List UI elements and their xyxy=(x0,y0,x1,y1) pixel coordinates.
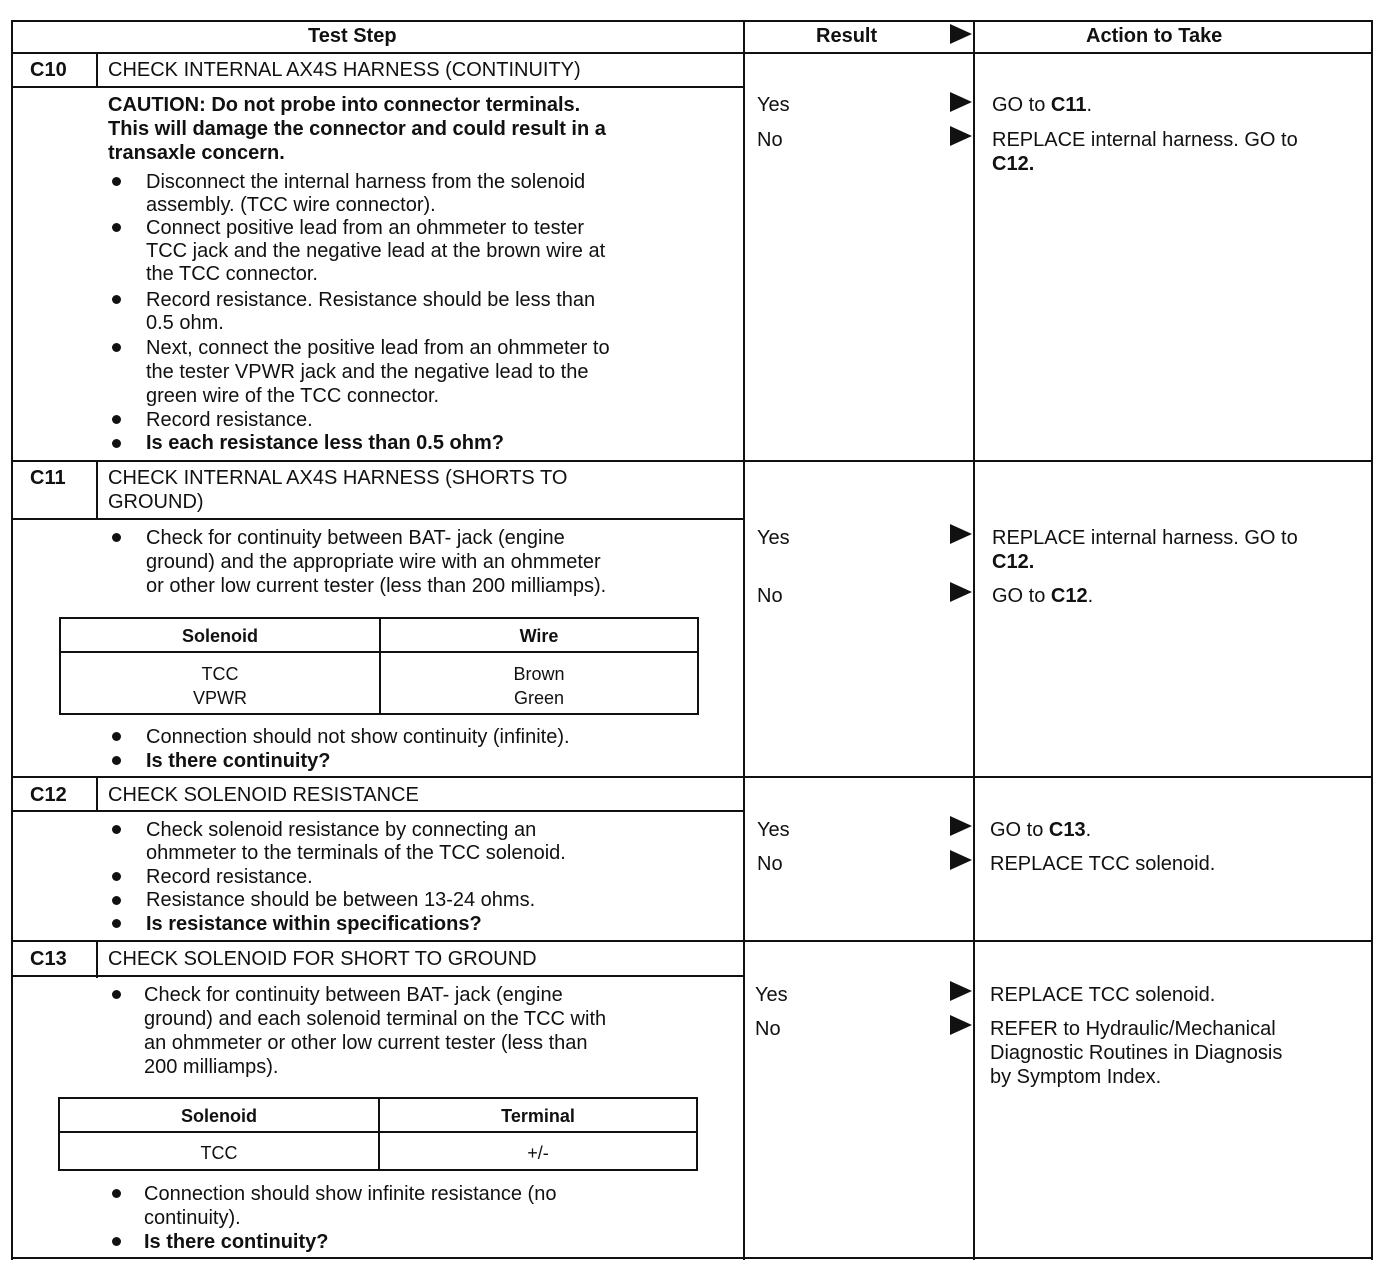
wire-table-cell: VPWR xyxy=(193,688,247,708)
action-prefix: GO to xyxy=(992,94,1051,116)
c11-result-no: No xyxy=(757,585,783,607)
c10-action-no-line-1: REPLACE internal harness. GO to xyxy=(992,129,1298,151)
c12-question: Is resistance within specifications? xyxy=(146,913,482,935)
right-triangle-arrow-icon xyxy=(950,92,972,112)
action-prefix: GO to xyxy=(990,819,1049,841)
c12-id-box-right xyxy=(96,776,98,812)
c13-bullet-2-line-1: Connection should show infinite resistance (no xyxy=(144,1183,557,1205)
header-action: Action to Take xyxy=(1086,25,1223,47)
c13-id-box-bottom xyxy=(11,975,744,977)
action-suffix: . xyxy=(1028,153,1035,175)
c12-bullet-1-line-1: Check solenoid resistance by connecting an xyxy=(146,819,537,841)
c11-bullet-2: Connection should not show continuity (infinite). xyxy=(146,726,570,748)
bullet-dot-icon xyxy=(112,295,121,304)
c11-bullet-1-line-3: or other low current tester (less than 200 milliamps). xyxy=(146,575,607,597)
c12-action-yes xyxy=(990,818,1091,842)
step-title-c11-line-1: CHECK INTERNAL AX4S HARNESS (SHORTS TO xyxy=(108,467,568,489)
c11-action-no xyxy=(992,584,1093,608)
step-title-c11-line-2: GROUND) xyxy=(108,491,204,513)
action-suffix: . xyxy=(1028,551,1035,573)
c11-bullet-1-line-2: ground) and the appropriate wire with an ohmmeter xyxy=(146,551,601,573)
c13-bullet-1-line-1: Check for continuity between BAT- jack (engine xyxy=(144,984,563,1006)
step-reference: C12 xyxy=(1050,585,1088,607)
c13-result-no: No xyxy=(755,1018,781,1040)
c11-action-yes-line-1: REPLACE internal harness. GO to xyxy=(992,527,1298,549)
caution-line-2: This will damage the connector and could result in a xyxy=(108,118,606,140)
right-triangle-arrow-icon xyxy=(950,582,972,602)
bullet-dot-icon xyxy=(112,177,121,186)
terminal-table-header-line xyxy=(58,1131,698,1133)
c13-bullet-2-line-2: continuity). xyxy=(144,1207,241,1229)
step-reference: C13 xyxy=(1048,819,1086,841)
wire-table-cell: Brown xyxy=(513,664,565,684)
right-triangle-arrow-icon xyxy=(950,850,972,870)
row-divider-c13 xyxy=(11,940,1373,942)
step-id-c13: C13 xyxy=(30,948,67,970)
action-suffix: . xyxy=(1086,94,1093,116)
bullet-dot-icon xyxy=(112,919,121,928)
step-reference: C11 xyxy=(1050,94,1087,116)
terminal-table-cell: +/- xyxy=(527,1143,549,1163)
action-prefix: GO to xyxy=(992,585,1051,607)
c13-id-box-right xyxy=(96,940,98,978)
c10-bullet-4-line-3: green wire of the TCC connector. xyxy=(146,385,440,407)
c11-action-yes-line-2 xyxy=(992,550,1034,574)
step-title-c10: CHECK INTERNAL AX4S HARNESS (CONTINUITY) xyxy=(108,59,581,81)
right-triangle-arrow-icon xyxy=(950,126,972,146)
right-triangle-arrow-icon xyxy=(950,1015,972,1035)
bullet-dot-icon xyxy=(112,990,121,999)
header-test-step: Test Step xyxy=(308,25,397,47)
c12-bullet-1-line-2: ohmmeter to the terminals of the TCC solenoid. xyxy=(146,842,566,864)
frame-bottom xyxy=(11,1257,1373,1259)
c13-bullet-1-line-2: ground) and each solenoid terminal on the TCC with xyxy=(144,1008,607,1030)
bullet-dot-icon xyxy=(112,343,121,352)
c13-bullet-1-line-3: an ohmmeter or other low current tester (less than xyxy=(144,1032,588,1054)
bullet-dot-icon xyxy=(112,439,121,448)
frame-top xyxy=(11,20,1373,22)
wire-table-cell: Green xyxy=(513,688,565,708)
row-divider-c11 xyxy=(11,460,1373,462)
bullet-dot-icon xyxy=(112,1237,121,1246)
bullet-dot-icon xyxy=(112,756,121,765)
c12-result-no: No xyxy=(757,853,783,875)
wire-table-header-line xyxy=(59,651,699,653)
terminal-table-header-terminal: Terminal xyxy=(501,1106,575,1126)
step-title-c13: CHECK SOLENOID FOR SHORT TO GROUND xyxy=(108,948,537,970)
right-triangle-arrow-icon xyxy=(950,981,972,1001)
c10-id-box-bottom xyxy=(11,86,744,88)
right-triangle-arrow-icon xyxy=(950,816,972,836)
c10-bullet-3-line-2: 0.5 ohm. xyxy=(146,312,224,334)
c12-id-box-bottom xyxy=(11,810,744,812)
c10-bullet-2-line-2: TCC jack and the negative lead at the brown wire at xyxy=(146,240,606,262)
bullet-dot-icon xyxy=(112,415,121,424)
c12-bullet-2: Record resistance. xyxy=(146,866,313,888)
bullet-dot-icon xyxy=(112,533,121,542)
step-title-c12: CHECK SOLENOID RESISTANCE xyxy=(108,784,419,806)
frame-left xyxy=(11,20,13,1260)
c10-question: Is each resistance less than 0.5 ohm? xyxy=(146,432,504,454)
frame-right xyxy=(1371,20,1373,1260)
c11-result-yes: Yes xyxy=(757,527,790,549)
bullet-dot-icon xyxy=(112,825,121,834)
bullet-dot-icon xyxy=(112,872,121,881)
step-id-c10: C10 xyxy=(30,59,67,81)
c10-action-no-line-2 xyxy=(992,152,1034,176)
caution-line-3: transaxle concern. xyxy=(108,142,285,164)
row-divider-c12 xyxy=(11,776,1373,778)
c12-action-no: REPLACE TCC solenoid. xyxy=(990,853,1216,875)
c13-result-yes: Yes xyxy=(755,984,788,1006)
c10-bullet-4-line-2: the tester VPWR jack and the negative lead to the xyxy=(146,361,589,383)
bullet-dot-icon xyxy=(112,732,121,741)
header-result: Result xyxy=(816,25,878,47)
step-id-c12: C12 xyxy=(30,784,67,806)
bullet-dot-icon xyxy=(112,1189,121,1198)
c12-bullet-3: Resistance should be between 13-24 ohms. xyxy=(146,889,536,911)
c13-question: Is there continuity? xyxy=(144,1231,329,1253)
wire-table-header-solenoid: Solenoid xyxy=(182,626,258,646)
c10-bullet-2-line-1: Connect positive lead from an ohmmeter to tester xyxy=(146,217,584,239)
c10-bullet-2-line-3: the TCC connector. xyxy=(146,263,318,285)
c13-action-yes: REPLACE TCC solenoid. xyxy=(990,984,1216,1006)
c10-bullet-5: Record resistance. xyxy=(146,409,313,431)
c10-id-box-right xyxy=(96,52,98,88)
bullet-dot-icon xyxy=(112,896,121,905)
c13-action-no-line-1: REFER to Hydraulic/Mechanical xyxy=(990,1018,1276,1040)
action-suffix: . xyxy=(1085,819,1092,841)
terminal-table-cell: TCC xyxy=(200,1143,238,1163)
right-triangle-arrow-icon xyxy=(950,24,972,44)
wire-table-cell: TCC xyxy=(201,664,239,684)
col-divider-result xyxy=(743,20,745,1260)
c10-bullet-1-line-1: Disconnect the internal harness from the solenoid xyxy=(146,171,586,193)
wire-table-header-wire: Wire xyxy=(519,626,559,646)
caution-line-1: CAUTION: Do not probe into connector terminals. xyxy=(108,94,581,116)
header-bottom-line xyxy=(11,52,1373,54)
c10-action-yes xyxy=(992,93,1092,117)
c10-bullet-1-line-2: assembly. (TCC wire connector). xyxy=(146,194,436,216)
right-triangle-arrow-icon xyxy=(950,524,972,544)
c11-id-box-right xyxy=(96,460,98,520)
c10-result-no: No xyxy=(757,129,783,151)
col-divider-action xyxy=(973,20,975,1260)
c11-id-box-bottom xyxy=(11,518,744,520)
action-suffix: . xyxy=(1087,585,1094,607)
step-reference: C12 xyxy=(992,153,1029,175)
c13-action-no-line-2: Diagnostic Routines in Diagnosis xyxy=(990,1042,1283,1064)
c11-question: Is there continuity? xyxy=(146,750,331,772)
step-reference: C12 xyxy=(992,551,1029,573)
c13-action-no-line-3: by Symptom Index. xyxy=(990,1066,1162,1088)
c11-bullet-1-line-1: Check for continuity between BAT- jack (engine xyxy=(146,527,565,549)
c10-bullet-4-line-1: Next, connect the positive lead from an ohmmeter to xyxy=(146,337,610,359)
terminal-table-header-solenoid: Solenoid xyxy=(181,1106,257,1126)
c13-bullet-1-line-4: 200 milliamps). xyxy=(144,1056,279,1078)
step-id-c11: C11 xyxy=(30,467,66,489)
c10-result-yes: Yes xyxy=(757,94,790,116)
bullet-dot-icon xyxy=(112,223,121,232)
c10-bullet-3-line-1: Record resistance. Resistance should be less than xyxy=(146,289,596,311)
c12-result-yes: Yes xyxy=(757,819,790,841)
